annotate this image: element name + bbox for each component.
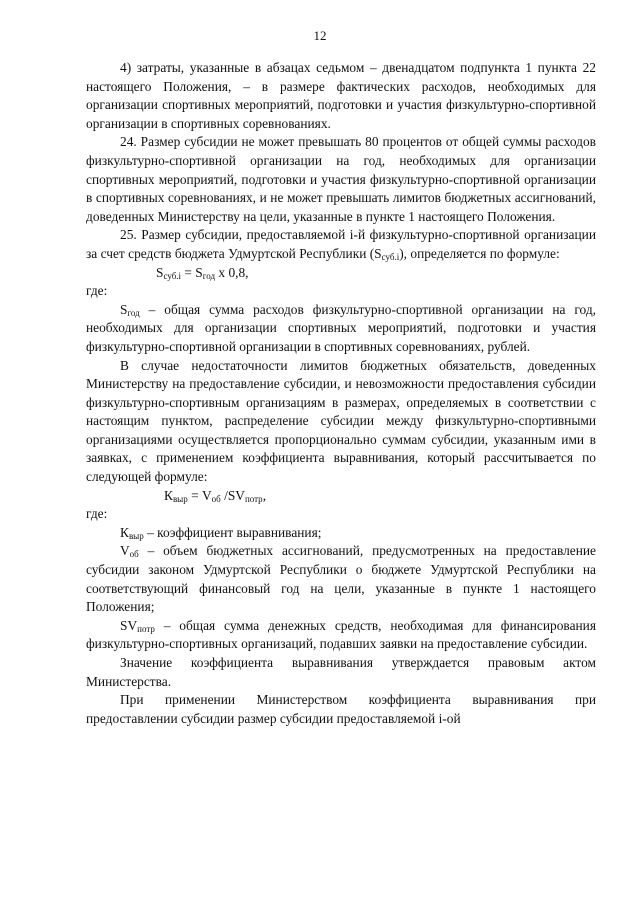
where-label: где: [86,283,108,299]
paragraph-approval: Значение коэффициента выравнивания утверждается правовым актом Министерства. [86,655,596,689]
paragraph-item-4: 4) затраты, указанные в абзацах седьмом – двенадцатом подпункта 1 пункта 22 настоящего Положения, – в размере фактических расходов, необходимых для организации спортивных мероприятий, подготовки и участия физкультурно-спортивной организации в спортивных соревнованиях. [86,60,596,131]
document-body [86,59,596,728]
paragraph-application: При применении Министерством коэффициента выравнивания при предоставлении субсидии размер субсидии предоставляемой i-ой [86,692,596,726]
definition-s-god: $S_{год}$ – общая сумма расходов физкультурно-спортивной организации на год, необходимых для организации спортивных мероприятий, подготовки и участия физкультурно-спортивной организации в спортивных соревнованиях, рублей. [86,301,596,354]
paragraph-24: 24. Размер субсидии не может превышать 80 процентов от общей суммы расходов физкультурно-спортивной организации на год, необходимых для организации спортивных мероприятий, подготовки и участия физкультурно-спортивной организации в спортивных соревнованиях, и не может превышать лимитов бюджетных ассигнований, доведенных Министерству на цели, указанные в пункте 1 настоящего Положения. [86,134,596,224]
page-number: 12 [313,28,327,43]
where-label-2: где: [86,506,108,522]
definition-k-vyr: $К_{выр}$ – коэффициент выравнивания; [120,524,322,541]
definition-v-ob: $V_{об}$ – объем бюджетных ассигнований, предусмотренных на предоставление субсидии законом Удмуртской Республики о бюджете Удмуртской Республики на соответствующий финансовый год на цели, указанные в пункте 1 настоящего Положения; [86,543,596,615]
formula-coefficient: $К_{выр} = V_{об}$ $/SV_{потр}$, [164,487,267,504]
paragraph-25: 25. Размер субсидии, предоставляемой i-й физкультурно-спортивной организации за счет средств бюджета Удмуртской Республики $(S_{суб.i})$, определяется по формуле: [86,227,596,262]
paragraph-insufficiency: В случае недостаточности лимитов бюджетных обязательств, доведенных Министерству на предоставление субсидии, и невозможности предоставления субсидии физкультурно-спортивным организациям в размерах, определяемых в соответствии с настоящим пунктом, распределение субсидии между физкультурно-спортивными организациями осуществляется пропорционально суммам субсидии, указанным ими в заявках, с применением коэффициента выравнивания, который рассчитывается по следующей формуле: [86,357,596,485]
definition-sv-potr: $SV_{потр}$ – общая сумма денежных средств, необходимая для финансирования физкультурно-спортивных организаций, подавших заявки на предоставление субсидии. [86,617,596,652]
formula-subsidy: $S_{суб.i} = S_{год}$ x 0,8, [156,264,249,281]
